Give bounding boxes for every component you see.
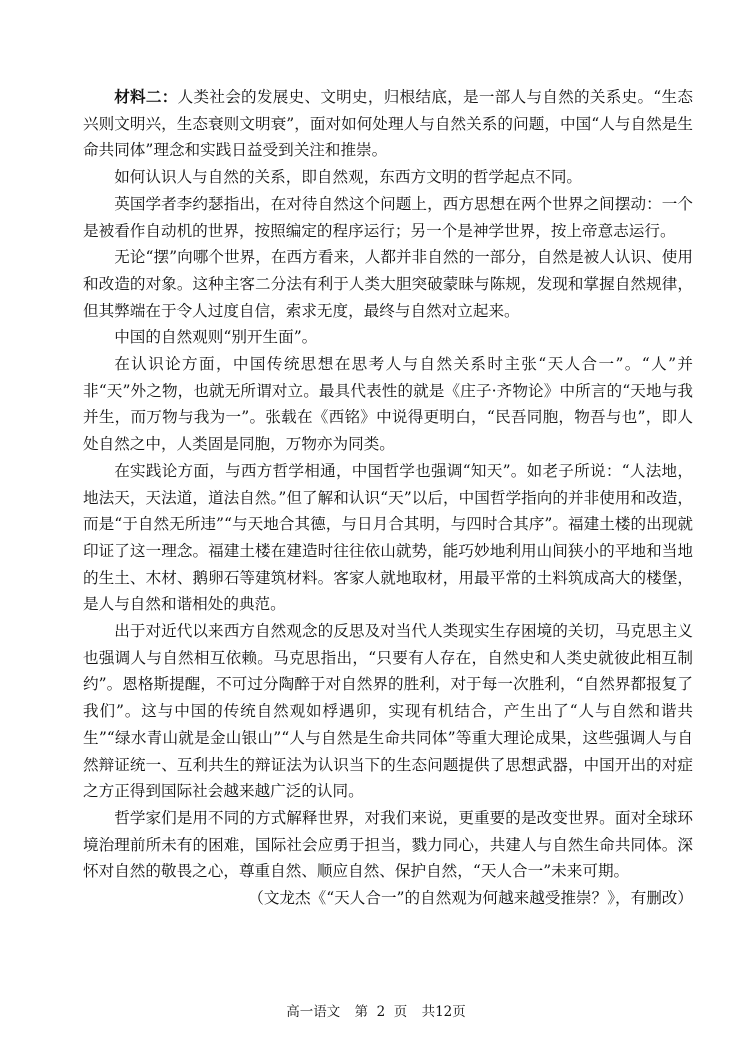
paragraph-2: 如何认识人与自然的关系，即自然观，东西方文明的哲学起点不同。 [114,168,583,187]
material-label: 材料二： [114,87,178,106]
paragraph-7: 在实践论方面，与西方哲学相通，中国哲学也强调“知天”。如老子所说：“人法地，地法天，天法道，道法自然。”但了解和认识“天”以后，中国哲学指向的并非使用和改造，而是“于自然无所违”“与天地合其德，与日月合其明，与四时合其序”。福建土楼的出现就印证了这一理念。福建土楼在建造时往往依山就势，能巧妙地利用山间狭小的平地和当地的生土、木材、鹅卵石等建筑材料。客家人就地取材，用最平常的土料筑成高大的楼堡，是人与自然和谐相处的典范。 [83,461,693,614]
paragraph-3: 英国学者李约瑟指出，在对待自然这个问题上，西方思想在两个世界之间摆动：一个是被看作自动机的世界，按照编定的程序运行；另一个是神学世界，按上帝意志运行。 [83,194,693,240]
paragraph-6: 在认识论方面，中国传统思想在思考人与自然关系时主张“天人合一”。“人”并非“天”外之物，也就无所谓对立。最具代表性的就是《庄子·齐物论》中所言的“天地与我并生，而万物与我为一”。张载在《西铭》中说得更明白，“民吾同胞，物吾与也”，即人处自然之中，人类固是同胞，万物亦为同类。 [83,355,693,454]
source-citation: （文龙杰《“天人合一”的自然观为何越来越受推崇？》，有删改） [248,889,693,908]
paragraph-5: 中国的自然观则“别开生面”。 [114,328,318,347]
paragraph-8: 出于对近代以来西方自然观念的反思及对当代人类现实生存困境的关切，马克思主义也强调人与自然相互依赖。马克思指出，“只要有人存在，自然史和人类史就彼此相互制约”。恩格斯提醒，不可过分陶醉于对自然界的胜利，对于每一次胜利，“自然界都报复了我们”。这与中国的传统自然观如桴遇卯，实现有机结合，产生出了“人与自然和谐共生”“绿水青山就是金山银山”“人与自然是生命共同体”等重大理论成果，这些强调人与自然辩证统一、互利共生的辩证法为认识当下的生态问题提供了思想武器，中国开出的对症之方正得到国际社会越来越广泛的认同。 [83,622,693,801]
footer-subject: 高一语文 [286,1004,341,1020]
paragraph-1 [83,84,693,164]
paragraph-9: 哲学家们是用不同的方式解释世界，对我们来说，更重要的是改变世界。面对全球环境治理前所未有的困难，国际社会应勇于担当，戮力同心，共建人与自然生命共同体。深怀对自然的敬畏之心，尊重自然、顺应自然、保护自然，“天人合一”未来可期。 [83,808,693,881]
footer-total-pages: 共12页 [421,1004,466,1020]
footer-page-number: 第 2 页 [354,1004,408,1020]
paragraph-text: 人类社会的发展史、文明史，归根结底，是一部人与自然的关系史。“生态兴则文明兴，生态衰则文明衰”，面对如何处理人与自然关系的问题，中国“人与自然是生命共同体”理念和实践日益受到关注和推崇。 [83,88,693,160]
article-body [83,84,693,912]
paragraph-4: 无论“摆”向哪个世界，在西方看来，人都并非自然的一部分，自然是被人认识、使用和改造的对象。这种主客二分法有利于人类大胆突破蒙昧与陈规，发现和掌握自然规律，但其弊端在于令人过度自信，索求无度，最终与自然对立起来。 [83,248,693,320]
page-footer [0,1000,752,1020]
